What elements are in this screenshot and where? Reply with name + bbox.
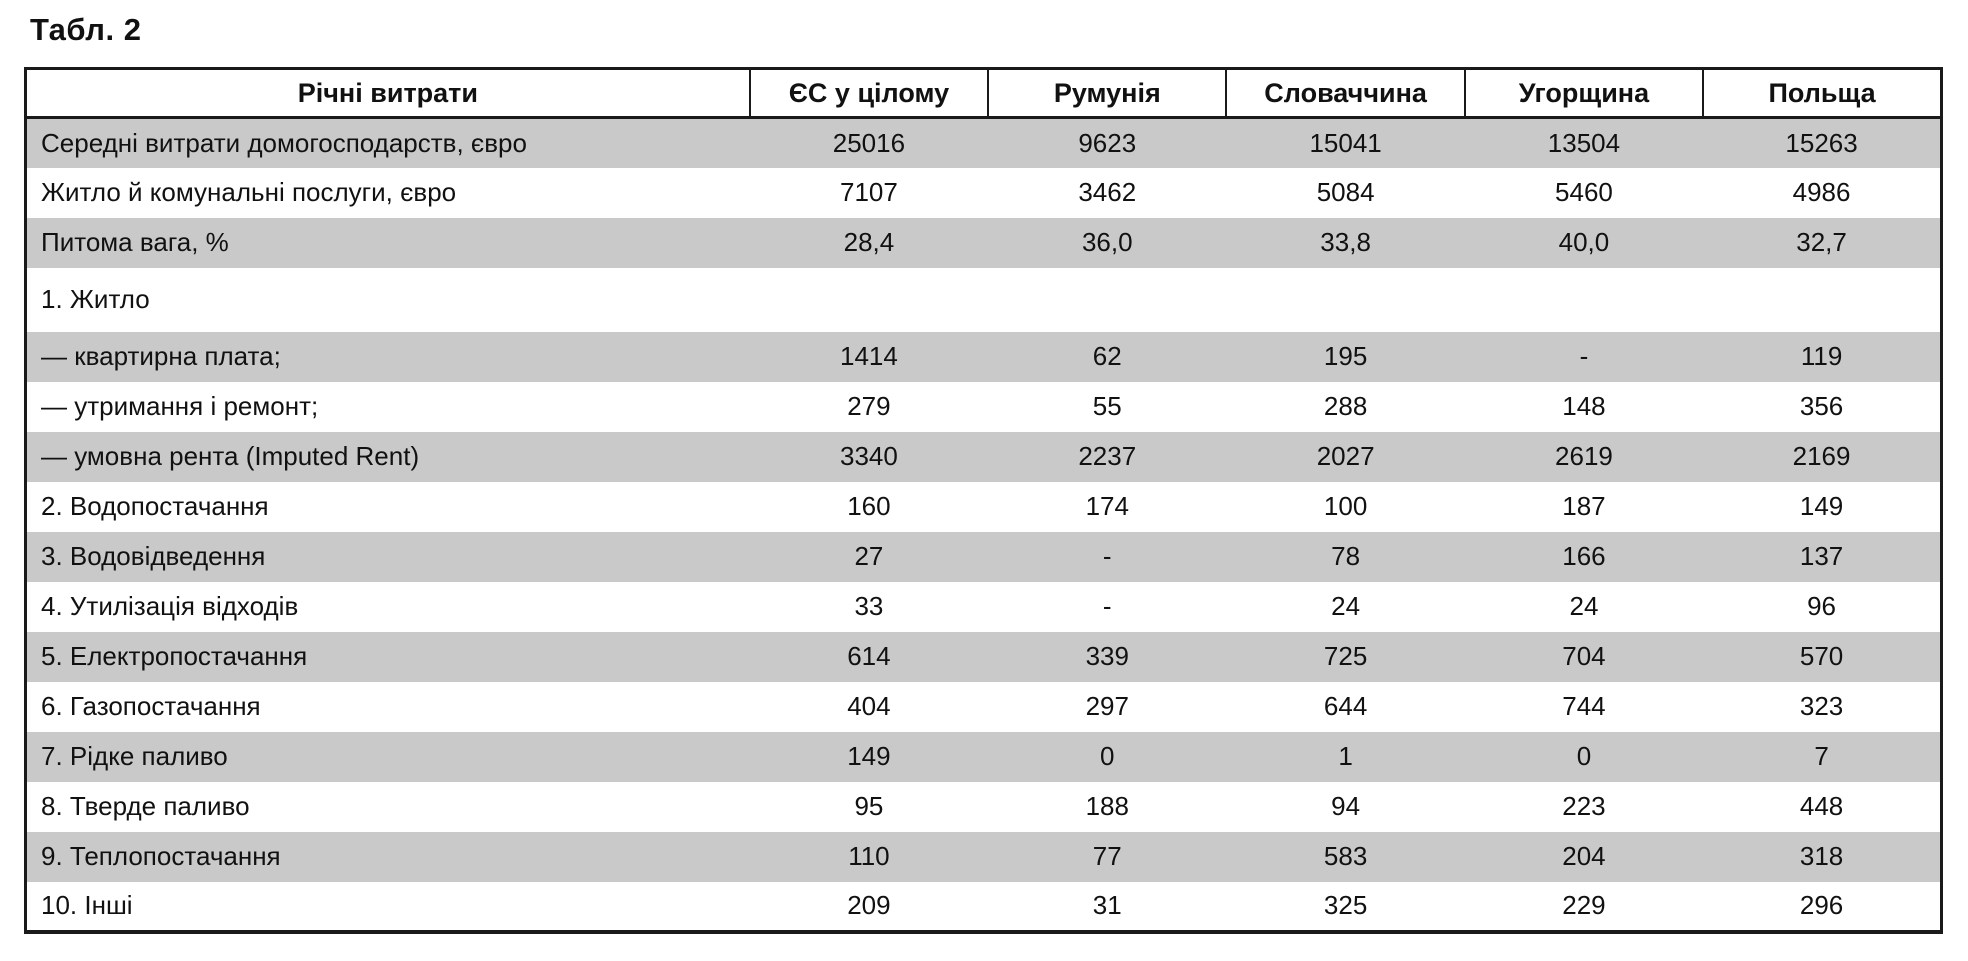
table-row <box>26 832 1942 882</box>
cell-value: 96 <box>1807 591 1837 621</box>
cell-value: 110 <box>848 841 890 871</box>
table-row <box>26 482 1942 532</box>
cell-value: 7107 <box>840 177 898 207</box>
cell-value: 325 <box>1323 890 1368 920</box>
cell-value: 40,0 <box>1558 227 1610 257</box>
table-row-section <box>26 268 1942 332</box>
row-label: Середні витрати домогосподарств, євро <box>41 127 527 158</box>
cell-value: - <box>1579 341 1589 371</box>
row-label: — утримання і ремонт; <box>41 391 319 421</box>
cell-value: 204 <box>1562 841 1606 871</box>
column-header-eu: ЄС у цілому <box>750 69 988 118</box>
cell-value: 570 <box>1799 641 1844 671</box>
cell-value: 15263 <box>1785 127 1858 158</box>
annual-expenses-table <box>24 67 1943 934</box>
row-label: — квартирна плата; <box>41 341 281 371</box>
cell-value: 25016 <box>832 127 906 158</box>
table-header-row <box>26 69 1942 118</box>
table-row <box>26 218 1942 268</box>
cell-value: 323 <box>1799 691 1844 721</box>
table-row <box>26 532 1942 582</box>
cell-value: 7 <box>1814 741 1829 771</box>
cell-value: 28,4 <box>843 227 895 257</box>
cell-value: 166 <box>1562 541 1606 571</box>
cell-value: 2027 <box>1316 441 1375 471</box>
row-label: — умовна рента (Imputed Rent) <box>41 441 420 471</box>
cell-value: 704 <box>1562 641 1606 671</box>
cell-value <box>1226 268 1464 332</box>
cell-value: 9623 <box>1078 127 1137 158</box>
cell-value <box>750 268 988 332</box>
cell-value: 2237 <box>1078 441 1137 471</box>
cell-value: 448 <box>1799 791 1844 821</box>
cell-value <box>988 268 1226 332</box>
cell-value: 2169 <box>1792 441 1851 471</box>
cell-value: 174 <box>1085 491 1129 521</box>
cell-value: 0 <box>1100 741 1115 771</box>
cell-value: 13504 <box>1547 127 1621 158</box>
row-label: 5. Електропостачання <box>41 641 308 671</box>
row-label: Житло й комунальні послуги, євро <box>41 177 457 207</box>
table-row <box>26 682 1942 732</box>
cell-value: 744 <box>1562 691 1606 721</box>
cell-value: 32,7 <box>1796 227 1847 257</box>
cell-value: 318 <box>1799 841 1844 871</box>
table-row <box>26 632 1942 682</box>
row-label: Питома вага, % <box>41 227 229 257</box>
cell-value: 297 <box>1085 691 1129 721</box>
cell-value: 644 <box>1323 691 1368 721</box>
cell-value: 288 <box>1323 391 1368 421</box>
cell-value: 0 <box>1576 741 1592 771</box>
cell-value: 1 <box>1338 741 1353 771</box>
column-header-poland: Польща <box>1703 69 1941 118</box>
cell-value: 31 <box>1092 890 1122 920</box>
cell-value: 33 <box>854 591 884 621</box>
row-label: 4. Утилізація відходів <box>41 591 299 621</box>
cell-value: 62 <box>1092 341 1122 371</box>
cell-value: 77 <box>1092 841 1122 871</box>
cell-value: 149 <box>1799 491 1844 521</box>
cell-value: 725 <box>1323 641 1368 671</box>
cell-value: 209 <box>847 890 891 920</box>
column-header-romania: Румунія <box>988 69 1226 118</box>
column-header-slovakia: Словаччина <box>1226 69 1464 118</box>
table-row <box>26 782 1942 832</box>
row-label: 9. Теплопостачання <box>41 841 281 871</box>
cell-value: 3340 <box>840 441 898 471</box>
table-caption: Табл. 2 <box>30 12 142 47</box>
row-label: 2. Водопостачання <box>41 491 269 521</box>
cell-value: 100 <box>1323 491 1368 521</box>
cell-value: 583 <box>1323 841 1368 871</box>
cell-value: 2619 <box>1555 441 1613 471</box>
cell-value: - <box>1102 591 1112 621</box>
column-header-hungary: Угорщина <box>1465 69 1703 118</box>
cell-value: 195 <box>1323 341 1368 371</box>
cell-value: 78 <box>1331 541 1361 571</box>
cell-value: 188 <box>1085 791 1129 821</box>
cell-value <box>1703 268 1941 332</box>
cell-value: 137 <box>1799 541 1844 571</box>
cell-value: 5460 <box>1555 177 1613 207</box>
cell-value: 27 <box>854 541 884 571</box>
cell-value: 223 <box>1562 791 1606 821</box>
cell-value: 339 <box>1085 641 1129 671</box>
cell-value: 3462 <box>1078 177 1137 207</box>
cell-value: 5084 <box>1316 177 1375 207</box>
cell-value: 160 <box>847 491 891 521</box>
row-label: 8. Тверде паливо <box>41 791 250 821</box>
cell-value: 404 <box>847 691 891 721</box>
cell-value: 229 <box>1562 890 1606 920</box>
cell-value: 279 <box>847 391 891 421</box>
row-label: 3. Водовідведення <box>41 541 266 571</box>
table-row <box>26 582 1942 632</box>
cell-value: 1414 <box>840 341 898 371</box>
cell-value: 4986 <box>1792 177 1851 207</box>
cell-value: - <box>1102 541 1112 571</box>
cell-value: 187 <box>1562 491 1606 521</box>
row-label: 7. Рідке паливо <box>41 741 228 771</box>
header-row-label: Річні витрати <box>26 69 750 118</box>
table-row <box>26 732 1942 782</box>
cell-value: 119 <box>1800 341 1843 371</box>
table-row <box>26 382 1942 432</box>
cell-value: 24 <box>1569 591 1599 621</box>
cell-value: 356 <box>1799 391 1844 421</box>
table-row <box>26 332 1942 382</box>
cell-value: 148 <box>1562 391 1606 421</box>
cell-value: 614 <box>847 641 891 671</box>
table-row <box>26 432 1942 482</box>
cell-value: 149 <box>847 741 891 771</box>
cell-value: 36,0 <box>1081 227 1133 257</box>
cell-value: 24 <box>1331 591 1361 621</box>
row-label: 10. Інші <box>41 890 133 920</box>
cell-value: 55 <box>1092 391 1122 421</box>
cell-value: 15041 <box>1309 127 1382 158</box>
table-row <box>26 118 1942 168</box>
row-label: 6. Газопостачання <box>41 691 261 721</box>
cell-value: 33,8 <box>1320 227 1371 257</box>
table-row <box>26 168 1942 218</box>
cell-value: 95 <box>854 791 884 821</box>
cell-value: 296 <box>1799 890 1844 920</box>
cell-value: 94 <box>1331 791 1361 821</box>
table-row <box>26 882 1942 932</box>
cell-value <box>1465 268 1703 332</box>
row-label: 1. Житло <box>41 284 150 314</box>
